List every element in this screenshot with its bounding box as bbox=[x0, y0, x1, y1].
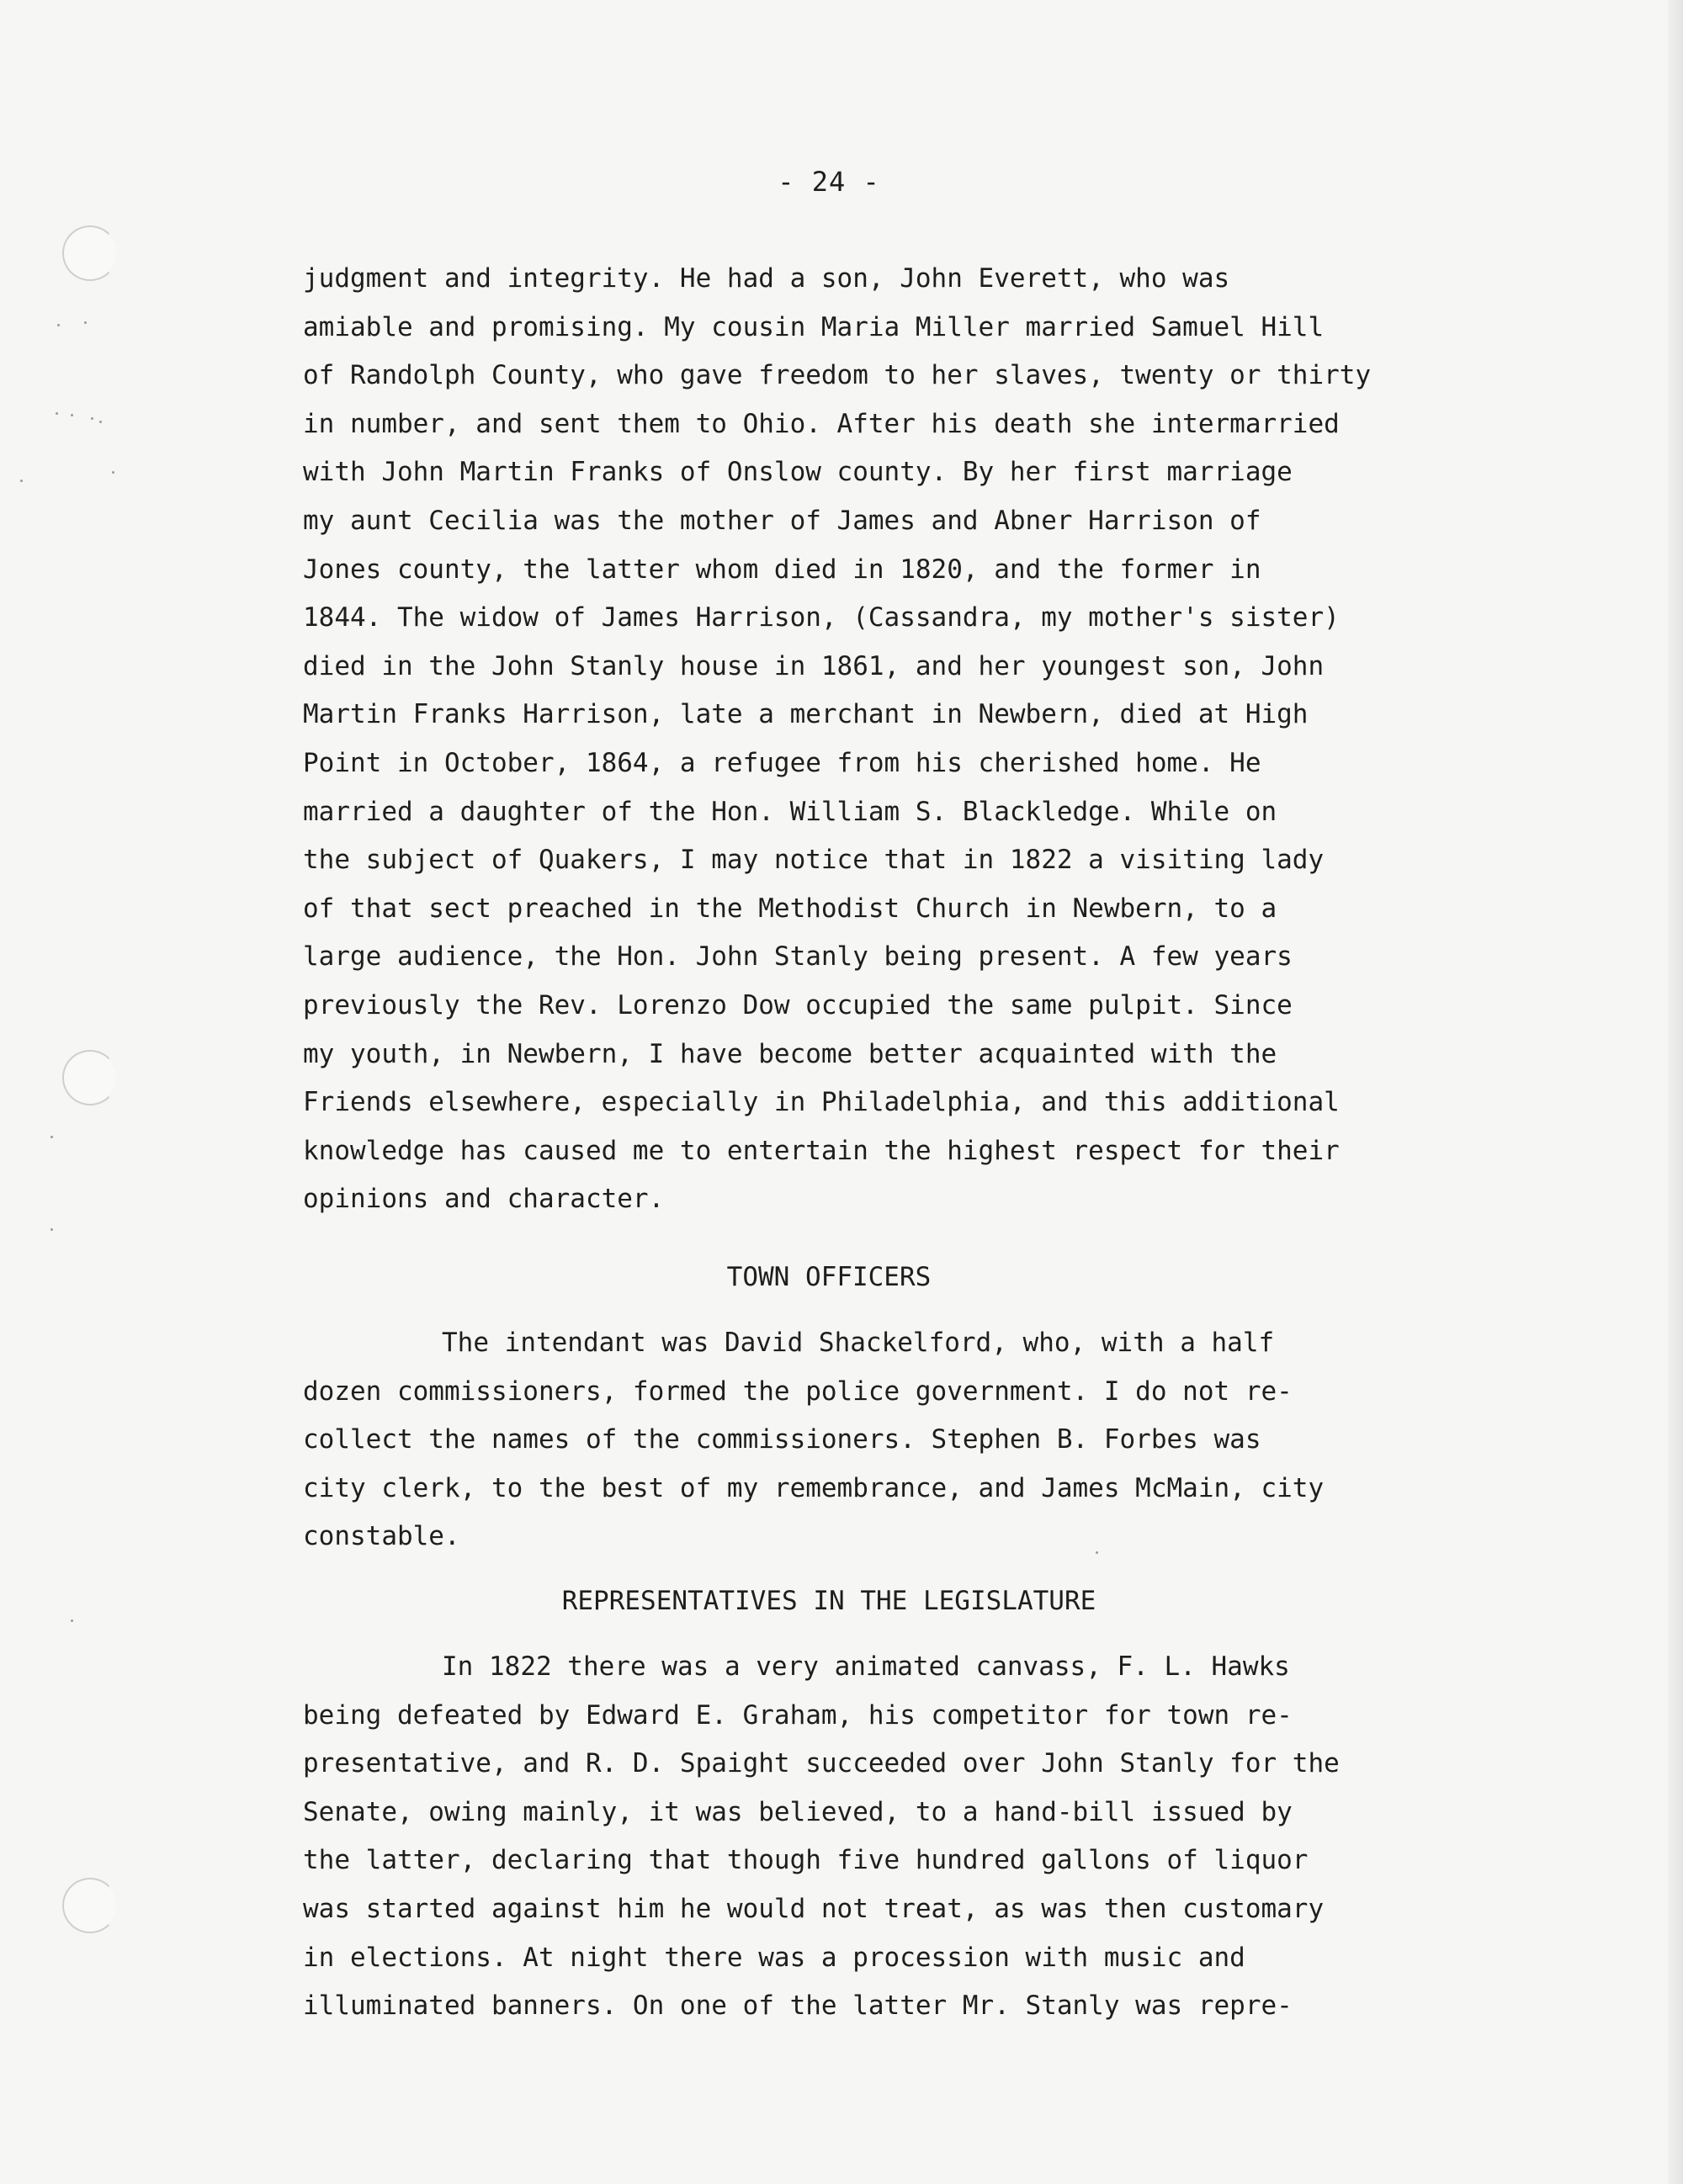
margin-speck bbox=[112, 471, 114, 474]
text-line: the subject of Quakers, I may notice that in 1822 a visiting lady bbox=[303, 845, 1325, 876]
text-line: with John Martin Franks of Onslow county. By her first marriage bbox=[303, 457, 1293, 488]
margin-speck bbox=[91, 417, 93, 420]
text-line: illuminated banners. On one of the latter Mr. Stanly was repre- bbox=[303, 1991, 1293, 2022]
text-line: Martin Franks Harrison, late a merchant in Newbern, died at High bbox=[303, 699, 1309, 730]
text-line: my aunt Cecilia was the mother of James and Abner Harrison of bbox=[303, 505, 1261, 536]
margin-speck bbox=[57, 324, 60, 326]
text-line: of that sect preached in the Methodist Church in Newbern, to a bbox=[303, 893, 1277, 924]
text-line: Friends elsewhere, especially in Philadelphia, and this additional bbox=[303, 1087, 1340, 1118]
text-line: the latter, declaring that though five hundred gallons of liquor bbox=[303, 1845, 1309, 1876]
punch-hole-middle bbox=[62, 1050, 118, 1105]
margin-speck bbox=[50, 1136, 53, 1138]
page-number: - 24 - bbox=[778, 166, 880, 198]
text-line: in elections. At night there was a procession with music and bbox=[303, 1942, 1245, 1973]
heading-town-officers: TOWN OFFICERS bbox=[726, 1262, 932, 1292]
text-line: Point in October, 1864, a refugee from his cherished home. He bbox=[303, 747, 1261, 778]
text-line: dozen commissioners, formed the police government. I do not re- bbox=[303, 1376, 1293, 1407]
margin-speck bbox=[84, 321, 87, 324]
margin-speck bbox=[56, 412, 58, 415]
text-line: In 1822 there was a very animated canvass, F. L. Hawks bbox=[442, 1651, 1290, 1682]
text-line: collect the names of the commissioners. Stephen B. Forbes was bbox=[303, 1424, 1261, 1455]
text-line: amiable and promising. My cousin Maria Miller married Samuel Hill bbox=[303, 311, 1325, 342]
text-line: in number, and sent them to Ohio. After his death she intermarried bbox=[303, 408, 1340, 439]
text-line: judgment and integrity. He had a son, John Everett, who was bbox=[303, 263, 1230, 294]
punch-hole-top bbox=[62, 225, 118, 281]
text-line: large audience, the Hon. John Stanly being present. A few years bbox=[303, 941, 1293, 973]
margin-speck bbox=[71, 414, 73, 416]
text-line: of Randolph County, who gave freedom to her slaves, twenty or thirty bbox=[303, 360, 1372, 391]
text-line: opinions and character. bbox=[303, 1184, 665, 1215]
text-line: my youth, in Newbern, I have become better acquainted with the bbox=[303, 1038, 1277, 1069]
margin-speck bbox=[99, 421, 102, 423]
page-edge-shadow bbox=[1668, 0, 1683, 2184]
text-line: being defeated by Edward E. Graham, his competitor for town re- bbox=[303, 1699, 1293, 1731]
text-line: married a daughter of the Hon. William S. Blackledge. While on bbox=[303, 796, 1277, 827]
text-line: presentative, and R. D. Spaight succeeded over John Stanly for the bbox=[303, 1748, 1340, 1779]
margin-speck bbox=[20, 480, 23, 482]
margin-speck bbox=[71, 1619, 73, 1622]
text-line: Senate, owing mainly, it was believed, to a hand-bill issued by bbox=[303, 1796, 1293, 1827]
text-line: 1844. The widow of James Harrison, (Cassandra, my mother's sister) bbox=[303, 602, 1340, 633]
paragraph-town-officers bbox=[303, 1319, 1473, 1561]
heading-representatives: REPRESENTATIVES IN THE LEGISLATURE bbox=[561, 1586, 1096, 1616]
text-line: The intendant was David Shackelford, who, with a half bbox=[442, 1328, 1275, 1358]
text-line: previously the Rev. Lorenzo Dow occupied the same pulpit. Since bbox=[303, 989, 1293, 1020]
text-line: city clerk, to the best of my remembrance, and James McMain, city bbox=[303, 1472, 1325, 1503]
text-line: was started against him he would not treat, as was then customary bbox=[303, 1893, 1325, 1924]
text-line: Jones county, the latter whom died in 1820, and the former in bbox=[303, 554, 1261, 585]
punch-hole-bottom bbox=[62, 1878, 118, 1933]
text-line: constable. bbox=[303, 1521, 460, 1552]
text-line: knowledge has caused me to entertain the highest respect for their bbox=[303, 1135, 1340, 1166]
paragraph-family-history bbox=[303, 255, 1473, 1224]
paragraph-representatives bbox=[303, 1643, 1473, 2031]
margin-speck bbox=[50, 1228, 53, 1231]
text-line: died in the John Stanly house in 1861, and her youngest son, John bbox=[303, 650, 1325, 681]
